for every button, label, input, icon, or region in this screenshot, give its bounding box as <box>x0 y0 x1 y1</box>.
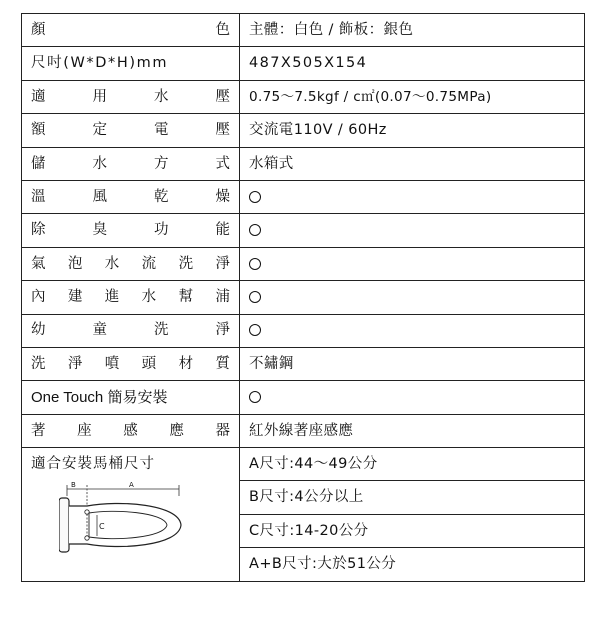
spec-value: 交流電110V / 60Hz <box>240 114 585 147</box>
spec-label: 尺吋(W*D*H)mm <box>22 47 240 80</box>
spec-value: B尺寸:4公分以上 <box>240 481 585 514</box>
spec-label: 洗 淨 噴 頭 材 質 <box>22 347 240 380</box>
circle-icon <box>249 324 261 336</box>
spec-value: 不鏽鋼 <box>240 347 585 380</box>
spec-row-deodorize <box>22 214 585 247</box>
spec-row-seat-sensor <box>22 414 585 447</box>
spec-label: 適合安裝馬桶尺寸 B A C <box>22 448 240 582</box>
circle-icon <box>249 224 261 236</box>
spec-label: 額 定 電 壓 <box>22 114 240 147</box>
spec-label: 內 建 進 水 幫 浦 <box>22 281 240 314</box>
circle-icon <box>249 391 261 403</box>
spec-label: 適 用 水 壓 <box>22 80 240 113</box>
spec-value: 紅外線著座感應 <box>240 414 585 447</box>
spec-value: A尺寸:44～49公分 <box>240 448 585 481</box>
spec-label <box>22 14 240 47</box>
diagram-label-c: C <box>99 521 105 531</box>
spec-label: 除 臭 功 能 <box>22 214 240 247</box>
spec-row-rated-voltage <box>22 114 585 147</box>
spec-value <box>240 214 585 247</box>
spec-row-toilet-size <box>22 448 585 481</box>
spec-row-storage <box>22 147 585 180</box>
spec-row-child-wash <box>22 314 585 347</box>
circle-icon <box>249 191 261 203</box>
spec-value <box>240 381 585 414</box>
spec-row-color <box>22 14 585 47</box>
spec-value <box>240 314 585 347</box>
spec-label: One Touch 簡易安裝 <box>22 381 240 414</box>
spec-row-size <box>22 47 585 80</box>
spec-row-one-touch <box>22 381 585 414</box>
spec-value <box>240 180 585 213</box>
spec-value: C尺寸:14-20公分 <box>240 514 585 547</box>
label-char: 色 <box>215 21 230 38</box>
spec-row-warm-air-dry <box>22 180 585 213</box>
spec-value: 主體：白色 / 飾板：銀色 <box>240 14 585 47</box>
spec-label: 幼 童 洗 淨 <box>22 314 240 347</box>
diagram-label-a: A <box>129 481 134 489</box>
spec-row-bubble-wash <box>22 247 585 280</box>
circle-icon <box>249 291 261 303</box>
toilet-seat-diagram-icon <box>59 482 189 554</box>
toilet-dimension-diagram <box>59 482 230 558</box>
spec-value: 水箱式 <box>240 147 585 180</box>
spec-row-pump <box>22 281 585 314</box>
label-char: 顏 <box>31 21 46 38</box>
spec-value: 0.75～7.5kgf / c㎡(0.07～0.75MPa) <box>240 80 585 113</box>
spec-value <box>240 247 585 280</box>
circle-icon <box>249 258 261 270</box>
spec-label: 儲 水 方 式 <box>22 147 240 180</box>
spec-value: A+B尺寸:大於51公分 <box>240 548 585 581</box>
diagram-label-b: B <box>71 481 76 489</box>
spec-label: 溫 風 乾 燥 <box>22 180 240 213</box>
spec-label: 氣 泡 水 流 洗 淨 <box>22 247 240 280</box>
spec-label: 著 座 感 應 器 <box>22 414 240 447</box>
spec-row-nozzle-material <box>22 347 585 380</box>
spec-table <box>21 13 585 582</box>
spec-value <box>240 281 585 314</box>
spec-value: 487X505X154 <box>240 47 585 80</box>
spec-row-water-pressure <box>22 80 585 113</box>
